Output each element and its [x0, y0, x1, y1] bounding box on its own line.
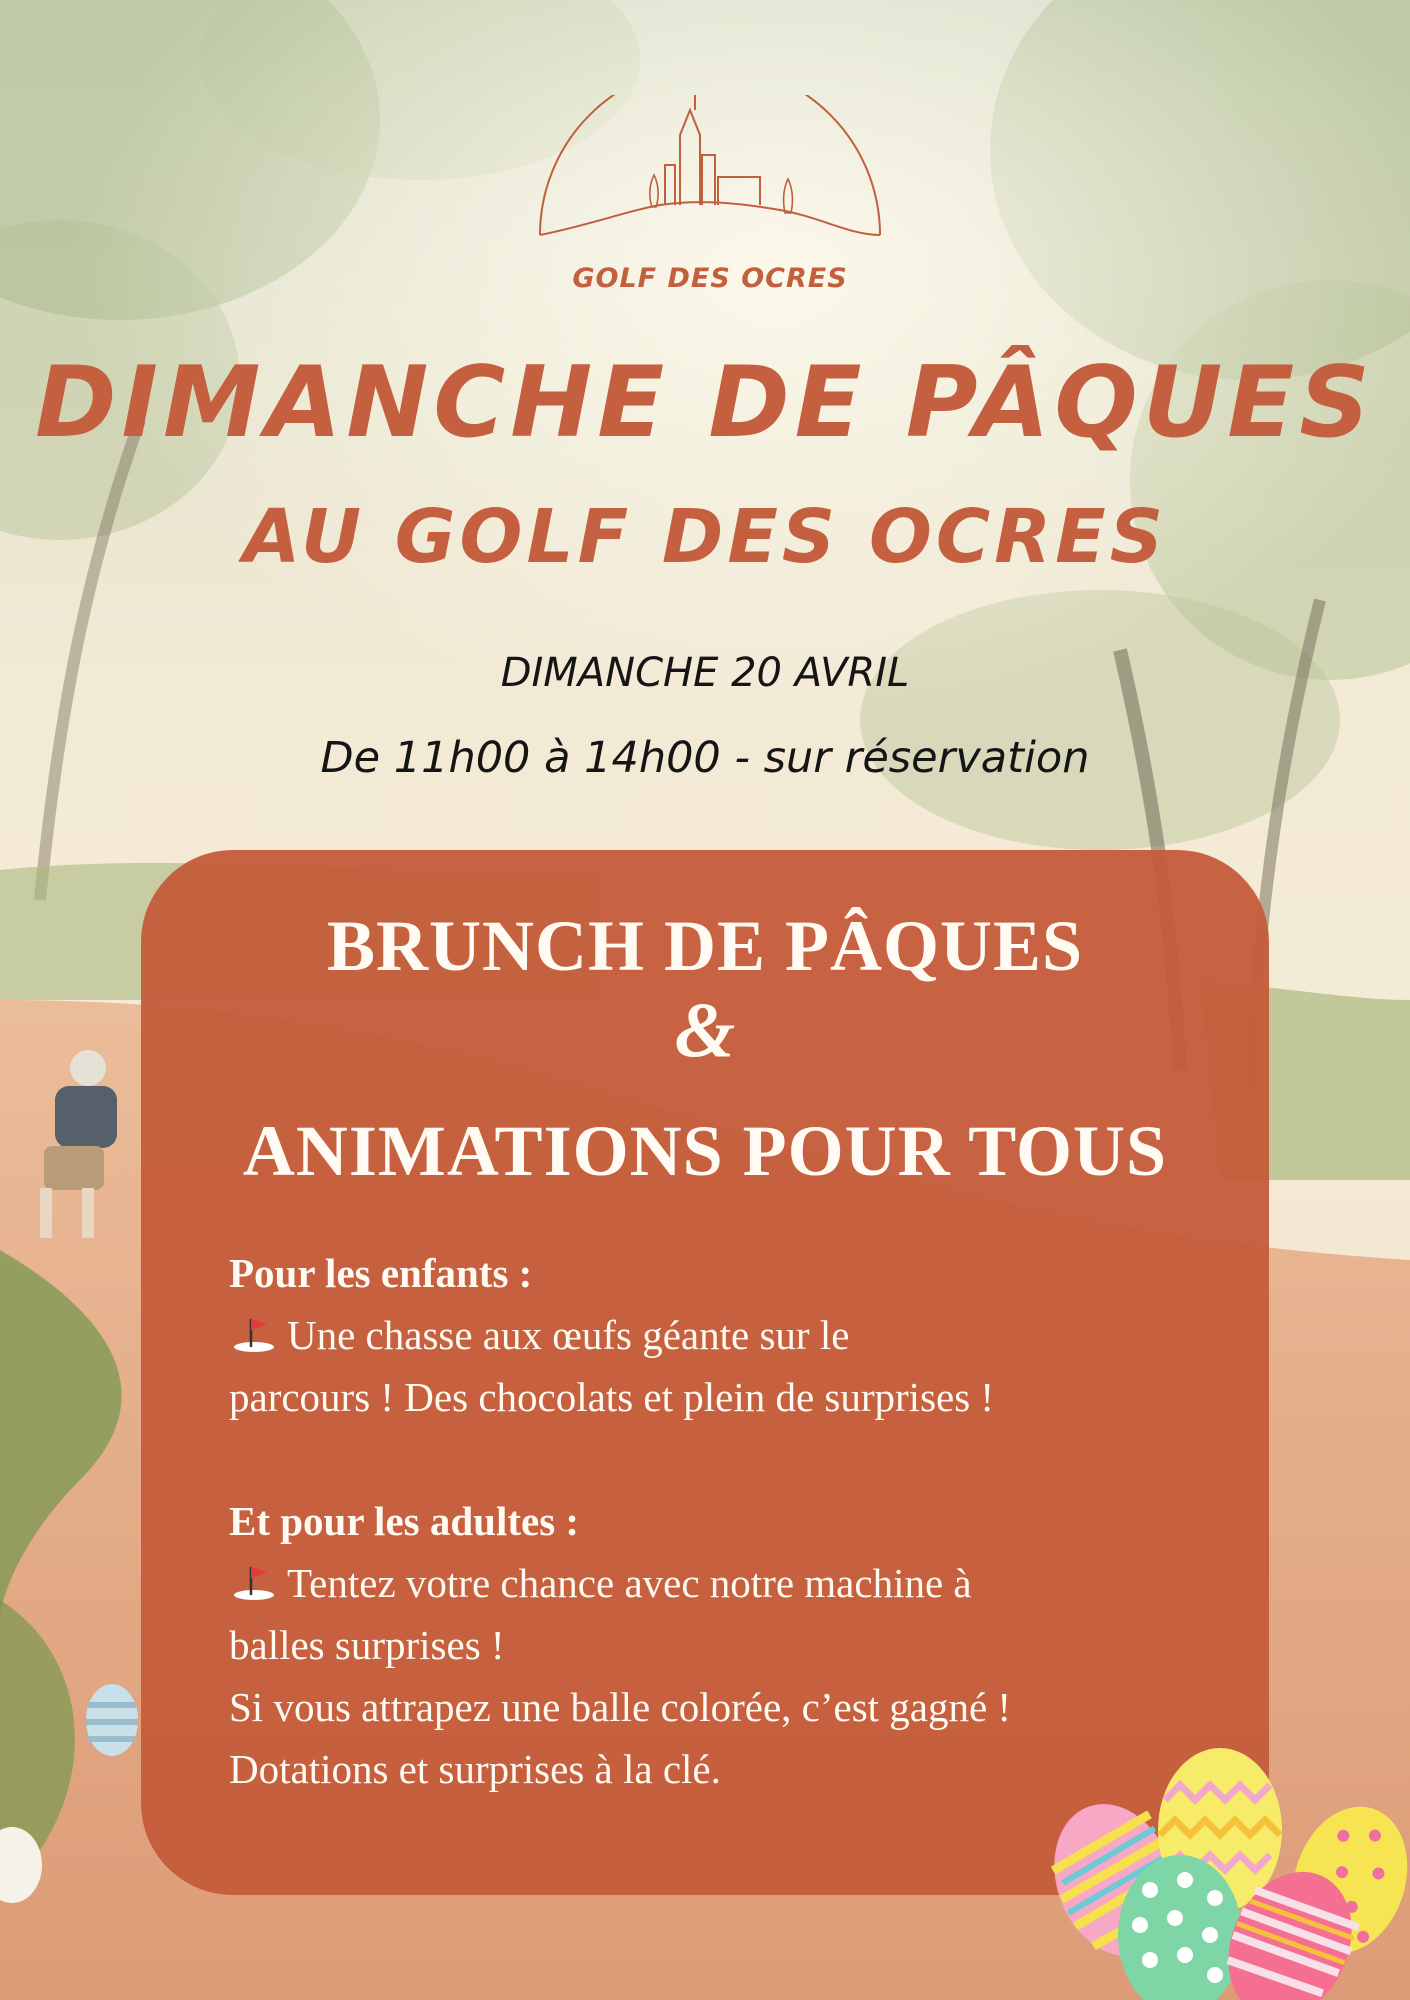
adults-text-3: Si vous attrapez une balle colorée, c’est gagné ! — [229, 1684, 1012, 1730]
headline-subtitle: AU GOLF DES OCRES — [243, 494, 1167, 580]
easter-eggs-icon — [1020, 1730, 1410, 2000]
card-ampersand: & — [674, 986, 736, 1073]
kids-line — [229, 1304, 1219, 1366]
event-hours: De 11h00 à 14h00 - sur réservation — [320, 733, 1090, 783]
card-title-brunch: BRUNCH DE PÂQUES — [326, 906, 1084, 986]
logo-text: GOLF DES OCRES — [572, 263, 848, 294]
castle-hilltop-logo-icon — [530, 95, 890, 265]
golf-flag-icon — [229, 1315, 279, 1353]
card-title-animations: ANIMATIONS POUR TOUS — [242, 1111, 1168, 1191]
adults-text-4: Dotations et surprises à la clé. — [229, 1746, 721, 1792]
adults-label: Et pour les adultes : — [229, 1498, 580, 1544]
adults-line — [229, 1552, 1219, 1614]
adults-text-1: Tentez votre chance avec notre machine à — [287, 1560, 972, 1606]
kids-text-1: Une chasse aux œufs géante sur le — [287, 1312, 850, 1358]
headline-title: DIMANCHE DE PÂQUES — [35, 346, 1375, 460]
card-body — [229, 1242, 1219, 1800]
adults-text-2: balles surprises ! — [229, 1622, 505, 1668]
kids-text-2: parcours ! Des chocolats et plein de surprises ! — [229, 1374, 995, 1420]
event-date: DIMANCHE 20 AVRIL — [500, 650, 910, 696]
kids-label: Pour les enfants : — [229, 1250, 533, 1296]
golf-logo — [530, 95, 890, 325]
golf-flag-icon — [229, 1563, 279, 1601]
